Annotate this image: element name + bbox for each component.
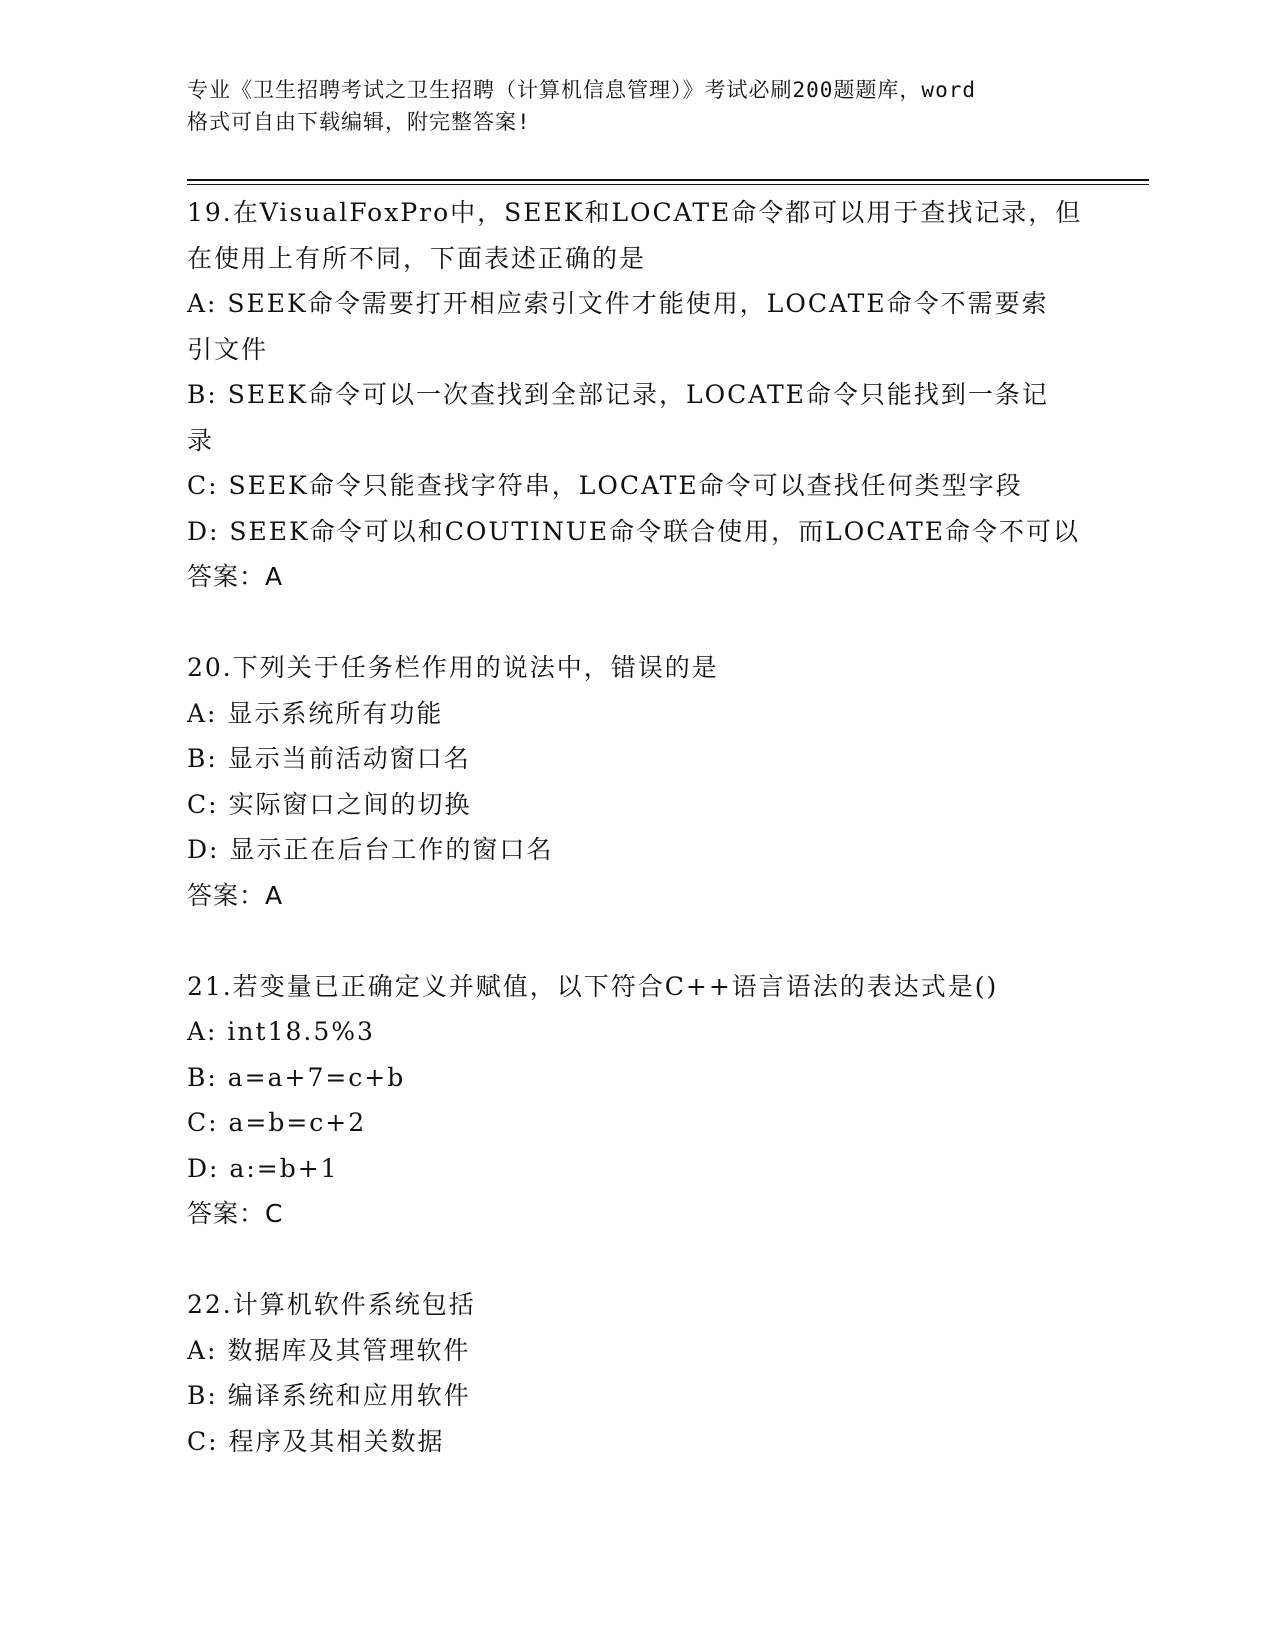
answer-label: 答案：C bbox=[187, 1199, 284, 1228]
question-22 bbox=[187, 1282, 1087, 1464]
option-b: B: 显示当前活动窗口名 bbox=[187, 744, 471, 773]
question-stem: 19.在VisualFoxPro中，SEEK和LOCATE命令都可以用于查找记录，但 bbox=[187, 198, 1083, 227]
question-stem: 21.若变量已正确定义并赋值，以下符合C++语言语法的表达式是() bbox=[187, 971, 999, 1001]
option-b: B: a=a+7=c+b bbox=[187, 1062, 406, 1092]
option-a-cont: 引文件 bbox=[187, 334, 269, 364]
header-divider-thin bbox=[187, 184, 1149, 185]
header-line-1: 专业《卫生招聘考试之卫生招聘（计算机信息管理）》考试必刷200题题库，word bbox=[187, 78, 976, 102]
option-b: B: 编译系统和应用软件 bbox=[187, 1381, 471, 1410]
option-c: C: SEEK命令只能查找字符串，LOCATE命令可以查找任何类型字段 bbox=[187, 471, 1023, 500]
question-stem: 22.计算机软件系统包括 bbox=[187, 1290, 476, 1319]
question-20 bbox=[187, 645, 1087, 918]
question-19 bbox=[187, 190, 1087, 600]
answer-label: 答案：A bbox=[187, 880, 284, 910]
option-c: C: a=b=c+2 bbox=[187, 1108, 367, 1137]
header-divider-thick bbox=[187, 179, 1149, 181]
option-b: B: SEEK命令可以一次查找到全部记录，LOCATE命令只能找到一条记 bbox=[187, 380, 1049, 409]
option-c: C: 实际窗口之间的切换 bbox=[187, 789, 472, 819]
option-d: D: a:=b+1 bbox=[187, 1153, 339, 1183]
option-a: A: 数据库及其管理软件 bbox=[187, 1335, 471, 1365]
option-a: A: 显示系统所有功能 bbox=[187, 698, 444, 728]
option-a: A: SEEK命令需要打开相应索引文件才能使用，LOCATE命令不需要索 bbox=[187, 289, 1049, 318]
spacer bbox=[187, 600, 1087, 646]
option-d: D: 显示正在后台工作的窗口名 bbox=[187, 835, 554, 864]
header-line-2: 格式可自由下载编辑，附完整答案! bbox=[187, 110, 531, 134]
option-d: D: SEEK命令可以和COUTINUE命令联合使用，而LOCATE命令不可以 bbox=[187, 516, 1080, 546]
question-list bbox=[187, 190, 1087, 1464]
answer-label: 答案：A bbox=[187, 562, 284, 591]
question-stem: 20.下列关于任务栏作用的说法中，错误的是 bbox=[187, 653, 719, 682]
question-21 bbox=[187, 964, 1087, 1237]
option-b-cont: 录 bbox=[187, 425, 215, 455]
spacer bbox=[187, 1237, 1087, 1283]
spacer bbox=[187, 918, 1087, 964]
option-a: A: int18.5%3 bbox=[187, 1017, 375, 1046]
document-header bbox=[187, 74, 1087, 138]
question-stem: 在使用上有所不同，下面表述正确的是 bbox=[187, 243, 647, 273]
option-c: C: 程序及其相关数据 bbox=[187, 1426, 445, 1456]
